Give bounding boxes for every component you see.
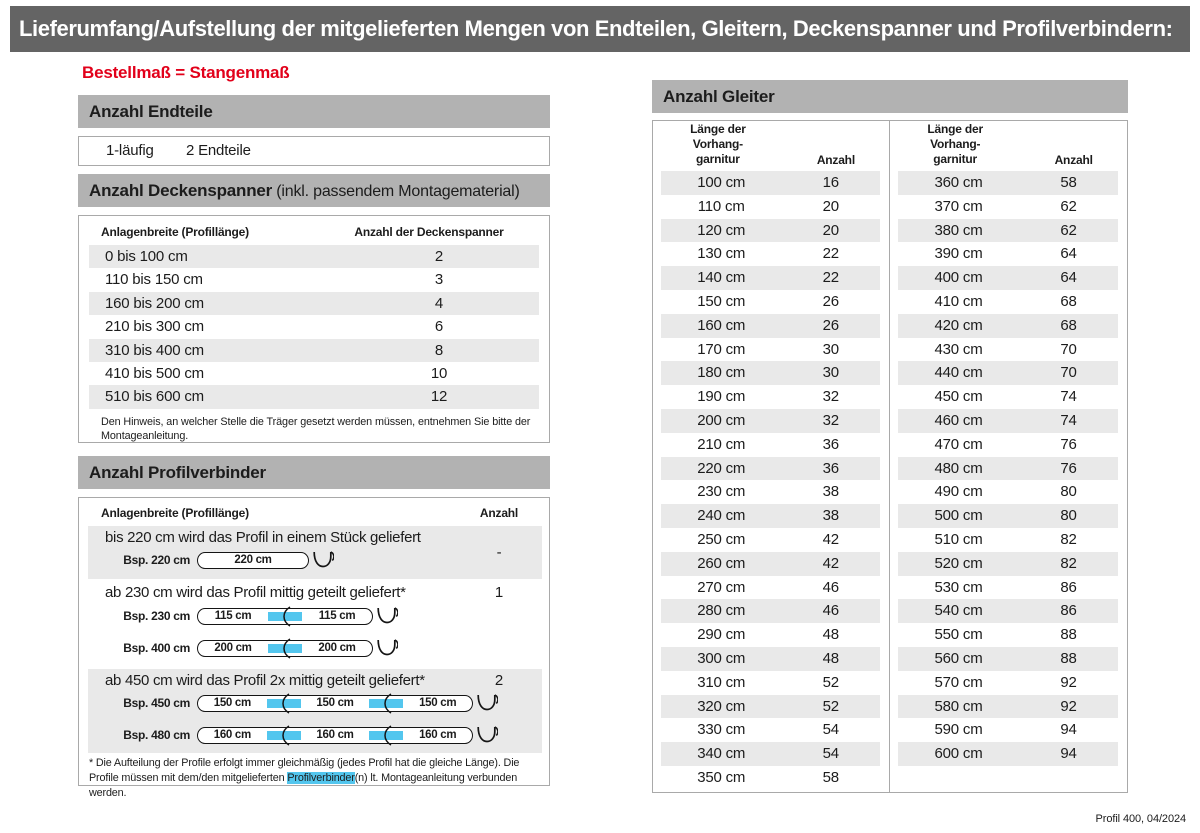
count-cell: 54 <box>822 745 839 763</box>
count-cell: 88 <box>1060 649 1077 667</box>
count-cell: 94 <box>1060 745 1077 763</box>
length-cell: 250 cm <box>697 530 746 548</box>
table-row <box>898 290 1118 314</box>
table-row <box>661 504 880 528</box>
width-range-cell: 410 bis 500 cm <box>105 364 204 382</box>
count-cell: 62 <box>1060 221 1077 239</box>
length-cell: 110 cm <box>697 197 745 215</box>
length-cell: 480 cm <box>934 459 983 477</box>
length-cell: 570 cm <box>934 673 983 691</box>
profile-connector <box>268 644 302 653</box>
length-cell: 320 cm <box>697 697 746 715</box>
table-row <box>898 219 1118 243</box>
section-header-gleiter <box>652 80 1128 113</box>
segment-length: 200 cm <box>318 642 356 654</box>
column-header-count: Anzahl <box>1054 153 1093 167</box>
length-cell: 420 cm <box>934 316 983 334</box>
deckenspanner-rows <box>79 245 549 409</box>
table-row <box>661 671 880 695</box>
rule-text: ab 450 cm wird das Profil 2x mittig geteilt geliefert* <box>105 672 425 689</box>
length-cell: 280 cm <box>697 602 746 620</box>
profilverbinder-row-230 <box>88 581 542 667</box>
segment-length: 115 cm <box>318 610 356 622</box>
count-cell: 82 <box>1060 554 1077 572</box>
gleiter-rows-left <box>653 171 889 790</box>
count-cell: 36 <box>822 459 839 477</box>
length-cell: 330 cm <box>697 721 746 739</box>
column-header-count: Anzahl der Deckenspanner <box>354 225 504 239</box>
count-cell: 6 <box>434 318 444 336</box>
example-diagram <box>88 606 398 626</box>
table-row <box>898 171 1118 195</box>
column-header-width: Anlagenbreite (Profillänge) <box>101 506 249 520</box>
footnote-text: * Die Aufteilung der Profile erfolgt immer gleichmäßig (jedes Profil hat die gleiche Länge). Die Profile müssen mit dem/den mitgelieferten <box>89 757 520 785</box>
table-row <box>661 433 880 457</box>
length-cell: 380 cm <box>934 221 983 239</box>
count-cell: 92 <box>1060 697 1077 715</box>
table-row <box>661 718 880 742</box>
segment-length: 220 cm <box>234 554 272 566</box>
count-cell: 16 <box>822 174 839 191</box>
length-cell: 240 cm <box>697 507 746 525</box>
count-cell: 46 <box>822 578 839 596</box>
count-cell: 2 <box>434 248 444 265</box>
length-cell: 120 cm <box>697 221 746 239</box>
end-piece-icon <box>312 551 334 570</box>
header-line: garnitur <box>933 152 978 166</box>
length-cell: 210 cm <box>697 435 746 453</box>
count-cell: 38 <box>822 483 839 501</box>
length-cell: 100 cm <box>697 174 746 191</box>
gleiter-table-right <box>890 121 1127 792</box>
section-title: Anzahl Endteile <box>89 102 213 121</box>
header-line: Länge der <box>927 122 983 136</box>
length-cell: 270 cm <box>697 578 746 596</box>
mounting-note: Den Hinweis, an welcher Stelle die Träger gesetzt werden müssen, entnehmen Sie bitte der Montageanleitung. <box>101 415 531 443</box>
count-cell: 80 <box>1060 483 1077 501</box>
count-cell: 52 <box>822 673 839 691</box>
length-cell: 560 cm <box>934 649 983 667</box>
count-cell: 38 <box>822 507 839 525</box>
section-header-deckenspanner <box>78 174 550 207</box>
length-cell: 290 cm <box>697 626 746 644</box>
profile-connector <box>268 612 302 621</box>
length-cell: 200 cm <box>697 411 746 429</box>
count-cell: 2 <box>494 672 504 689</box>
count-cell: 74 <box>1060 388 1077 406</box>
column-header-count: Anzahl <box>479 506 519 520</box>
table-row <box>661 623 880 647</box>
length-cell: 370 cm <box>934 197 983 215</box>
profilverbinder-row-220 <box>88 526 542 579</box>
count-cell: 8 <box>434 341 444 359</box>
length-cell: 390 cm <box>934 245 983 263</box>
profile-rod-diagram <box>197 695 473 712</box>
count-cell: 26 <box>822 316 839 334</box>
column-header-width: Anlagenbreite (Profillänge) <box>101 225 249 239</box>
gleiter-rows-right <box>890 171 1127 766</box>
table-row <box>898 671 1118 695</box>
end-piece-icon <box>376 607 398 626</box>
count-cell: 86 <box>1060 578 1077 596</box>
length-cell: 580 cm <box>934 697 983 715</box>
end-piece-icon <box>476 726 498 745</box>
length-cell: 510 cm <box>934 530 983 548</box>
example-diagram <box>88 725 498 745</box>
length-cell: 340 cm <box>697 745 746 763</box>
length-cell: 500 cm <box>934 507 983 525</box>
table-row <box>898 528 1118 552</box>
count-cell: 36 <box>822 435 839 453</box>
segment-length: 150 cm <box>419 697 457 709</box>
section-title: Anzahl Gleiter <box>663 87 775 106</box>
count-cell: 10 <box>430 364 448 382</box>
table-row <box>898 409 1118 433</box>
table-row <box>661 409 880 433</box>
section-subtitle: (inkl. passendem Montagematerial) <box>272 183 520 200</box>
count-cell: 80 <box>1060 507 1077 525</box>
length-cell: 260 cm <box>697 554 746 572</box>
table-row <box>661 290 880 314</box>
header-line: Vorhang- <box>930 137 981 151</box>
count-cell: 64 <box>1060 245 1077 263</box>
count-cell: 32 <box>822 388 839 406</box>
count-cell: 3 <box>434 271 444 289</box>
count-cell: 64 <box>1060 269 1077 287</box>
table-row <box>661 361 880 385</box>
table-row <box>661 552 880 576</box>
table-row <box>898 385 1118 409</box>
section-title: Anzahl Deckenspanner <box>89 181 273 200</box>
table-row <box>898 504 1118 528</box>
table-row <box>898 552 1118 576</box>
table-header-row <box>79 216 549 243</box>
count-cell: 68 <box>1060 316 1077 334</box>
table-row <box>89 362 539 385</box>
length-cell: 530 cm <box>934 578 983 596</box>
count-cell: 74 <box>1060 411 1077 429</box>
table-row <box>661 385 880 409</box>
profile-connector <box>369 731 403 740</box>
example-label: Bsp. 220 cm <box>123 553 190 567</box>
count-cell: 32 <box>822 411 839 429</box>
width-range-cell: 310 bis 400 cm <box>105 341 204 359</box>
track-type-cell: 1-läufig <box>106 142 154 159</box>
count-cell: 70 <box>1060 340 1077 358</box>
length-cell: 540 cm <box>934 602 983 620</box>
count-cell: 58 <box>1060 174 1077 191</box>
table-row <box>898 647 1118 671</box>
length-cell: 300 cm <box>697 649 746 667</box>
table-row <box>898 457 1118 481</box>
count-cell: 46 <box>822 602 839 620</box>
rule-text: bis 220 cm wird das Profil in einem Stück geliefert <box>105 529 421 546</box>
count-cell: 48 <box>822 649 839 667</box>
count-cell: 86 <box>1060 602 1077 620</box>
table-row <box>661 219 880 243</box>
length-cell: 460 cm <box>934 411 983 429</box>
segment-length: 160 cm <box>316 729 354 741</box>
segment-length: 160 cm <box>419 729 457 741</box>
table-row <box>661 457 880 481</box>
length-cell: 600 cm <box>934 745 983 763</box>
table-row <box>661 742 880 766</box>
segment-length: 150 cm <box>316 697 354 709</box>
count-cell: 26 <box>822 292 839 310</box>
gleiter-table-left <box>653 121 890 792</box>
header-line: garnitur <box>696 152 740 166</box>
length-cell: 190 cm <box>697 388 746 406</box>
count-cell: 92 <box>1060 673 1077 691</box>
count-cell: 30 <box>822 340 839 358</box>
length-cell: 220 cm <box>697 459 746 477</box>
length-cell: 160 cm <box>697 316 746 334</box>
length-cell: 180 cm <box>697 364 746 382</box>
count-cell: 88 <box>1060 626 1077 644</box>
table-row <box>661 314 880 338</box>
example-label: Bsp. 480 cm <box>123 728 190 742</box>
footnote-highlight: Profilverbinder <box>287 772 355 785</box>
table-header-row <box>653 121 889 171</box>
profilverbinder-table <box>78 497 550 800</box>
table-row <box>898 599 1118 623</box>
table-row <box>898 480 1118 504</box>
example-diagram <box>88 693 498 713</box>
table-row <box>898 242 1118 266</box>
count-cell: 76 <box>1060 435 1077 453</box>
footnote <box>89 756 545 801</box>
table-row <box>661 242 880 266</box>
length-cell: 360 cm <box>934 174 983 191</box>
width-range-cell: 510 bis 600 cm <box>105 388 204 406</box>
profile-connector <box>267 731 301 740</box>
section-header-endteile <box>78 95 550 128</box>
count-cell: 22 <box>822 245 839 263</box>
table-row <box>661 695 880 719</box>
column-header-length <box>890 122 1020 167</box>
order-measure-note: Bestellmaß = Stangenmaß <box>82 63 290 82</box>
segment-length: 150 cm <box>213 697 251 709</box>
profilverbinder-row-450 <box>88 669 542 753</box>
count-cell: 30 <box>822 364 839 382</box>
length-cell: 350 cm <box>697 768 746 786</box>
segment-length: 160 cm <box>213 729 251 741</box>
count-cell: 58 <box>822 768 839 786</box>
table-row <box>898 195 1118 219</box>
width-range-cell: 210 bis 300 cm <box>105 318 204 336</box>
length-cell: 550 cm <box>934 626 983 644</box>
example-label: Bsp. 230 cm <box>123 609 190 623</box>
segment-length: 200 cm <box>214 642 252 654</box>
width-range-cell: 0 bis 100 cm <box>105 248 188 265</box>
count-cell: 52 <box>822 697 839 715</box>
count-cell: 1 <box>494 584 504 601</box>
count-cell: 20 <box>822 221 839 239</box>
end-piece-icon <box>376 639 398 658</box>
segment-length: 115 cm <box>214 610 252 622</box>
profile-rod-diagram <box>197 727 473 744</box>
length-cell: 410 cm <box>934 292 983 310</box>
example-label: Bsp. 400 cm <box>123 641 190 655</box>
count-cell: 82 <box>1060 530 1077 548</box>
profile-rod-diagram <box>197 608 373 625</box>
page-title-banner <box>10 6 1190 52</box>
length-cell: 450 cm <box>934 388 983 406</box>
table-row <box>661 338 880 362</box>
column-header-count: Anzahl <box>816 153 855 167</box>
end-piece-icon <box>476 694 498 713</box>
table-row <box>898 338 1118 362</box>
profile-rod-diagram <box>197 552 309 569</box>
table-row <box>661 599 880 623</box>
table-row <box>661 171 880 195</box>
example-diagram <box>88 550 334 570</box>
length-cell: 130 cm <box>697 245 746 263</box>
count-cell: - <box>496 544 502 561</box>
header-line: Vorhang- <box>692 137 743 151</box>
length-cell: 140 cm <box>697 269 746 287</box>
count-cell: 42 <box>822 554 839 572</box>
count-cell: 22 <box>822 269 839 287</box>
gleiter-table <box>652 120 1128 793</box>
profile-connector <box>369 699 403 708</box>
length-cell: 470 cm <box>934 435 983 453</box>
endteile-table <box>78 136 550 166</box>
table-row <box>89 292 539 315</box>
length-cell: 520 cm <box>934 554 983 572</box>
table-row <box>89 339 539 362</box>
count-cell: 42 <box>822 530 839 548</box>
length-cell: 310 cm <box>697 673 746 691</box>
length-cell: 400 cm <box>934 269 983 287</box>
count-cell: 76 <box>1060 459 1077 477</box>
count-cell: 54 <box>822 721 839 739</box>
table-row <box>89 385 539 408</box>
deckenspanner-table <box>78 215 550 443</box>
table-row <box>898 576 1118 600</box>
count-cell: 68 <box>1060 292 1077 310</box>
profile-rod-diagram <box>197 640 373 657</box>
count-cell: 94 <box>1060 721 1077 739</box>
table-row <box>661 647 880 671</box>
table-row <box>661 576 880 600</box>
table-row <box>898 695 1118 719</box>
table-row <box>89 268 539 291</box>
document-reference: Profil 400, 04/2024 <box>1095 813 1186 825</box>
length-cell: 490 cm <box>934 483 983 501</box>
count-cell: 70 <box>1060 364 1077 382</box>
header-line: Länge der <box>690 122 746 136</box>
table-row <box>898 314 1118 338</box>
column-header-length <box>653 122 783 167</box>
table-row <box>661 195 880 219</box>
table-row <box>661 766 880 790</box>
table-header-row <box>890 121 1127 171</box>
table-header-row <box>79 498 549 518</box>
count-cell: 4 <box>434 294 444 312</box>
width-range-cell: 160 bis 200 cm <box>105 294 204 312</box>
length-cell: 230 cm <box>697 483 746 501</box>
table-row <box>898 623 1118 647</box>
example-diagram <box>88 638 398 658</box>
table-row <box>661 528 880 552</box>
table-row <box>661 266 880 290</box>
length-cell: 590 cm <box>934 721 983 739</box>
table-row <box>898 433 1118 457</box>
table-row <box>898 361 1118 385</box>
length-cell: 170 cm <box>697 340 746 358</box>
count-cell: 62 <box>1060 197 1077 215</box>
table-row <box>898 742 1118 766</box>
example-label: Bsp. 450 cm <box>123 696 190 710</box>
profile-connector <box>267 699 301 708</box>
section-header-profilverbinder <box>78 456 550 489</box>
length-cell: 150 cm <box>697 292 746 310</box>
length-cell: 430 cm <box>934 340 983 358</box>
count-cell: 48 <box>822 626 839 644</box>
table-row <box>898 718 1118 742</box>
count-cell: 20 <box>822 197 839 215</box>
table-row <box>89 315 539 338</box>
rule-text: ab 230 cm wird das Profil mittig geteilt geliefert* <box>105 584 406 601</box>
table-row <box>89 245 539 268</box>
table-row <box>898 266 1118 290</box>
length-cell: 440 cm <box>934 364 983 382</box>
endteile-count-cell: 2 Endteile <box>186 142 251 159</box>
footnote-text: (n) lt. Montageanleitung verbunden werden. <box>89 772 518 800</box>
section-title: Anzahl Profilverbinder <box>89 463 266 482</box>
count-cell: 12 <box>430 388 448 406</box>
width-range-cell: 110 bis 150 cm <box>105 271 203 289</box>
table-row <box>661 480 880 504</box>
page-title: Lieferumfang/Aufstellung der mitgelieferten Mengen von Endteilen, Gleitern, Deckenspanner und Profilverbindern: <box>19 16 1173 41</box>
